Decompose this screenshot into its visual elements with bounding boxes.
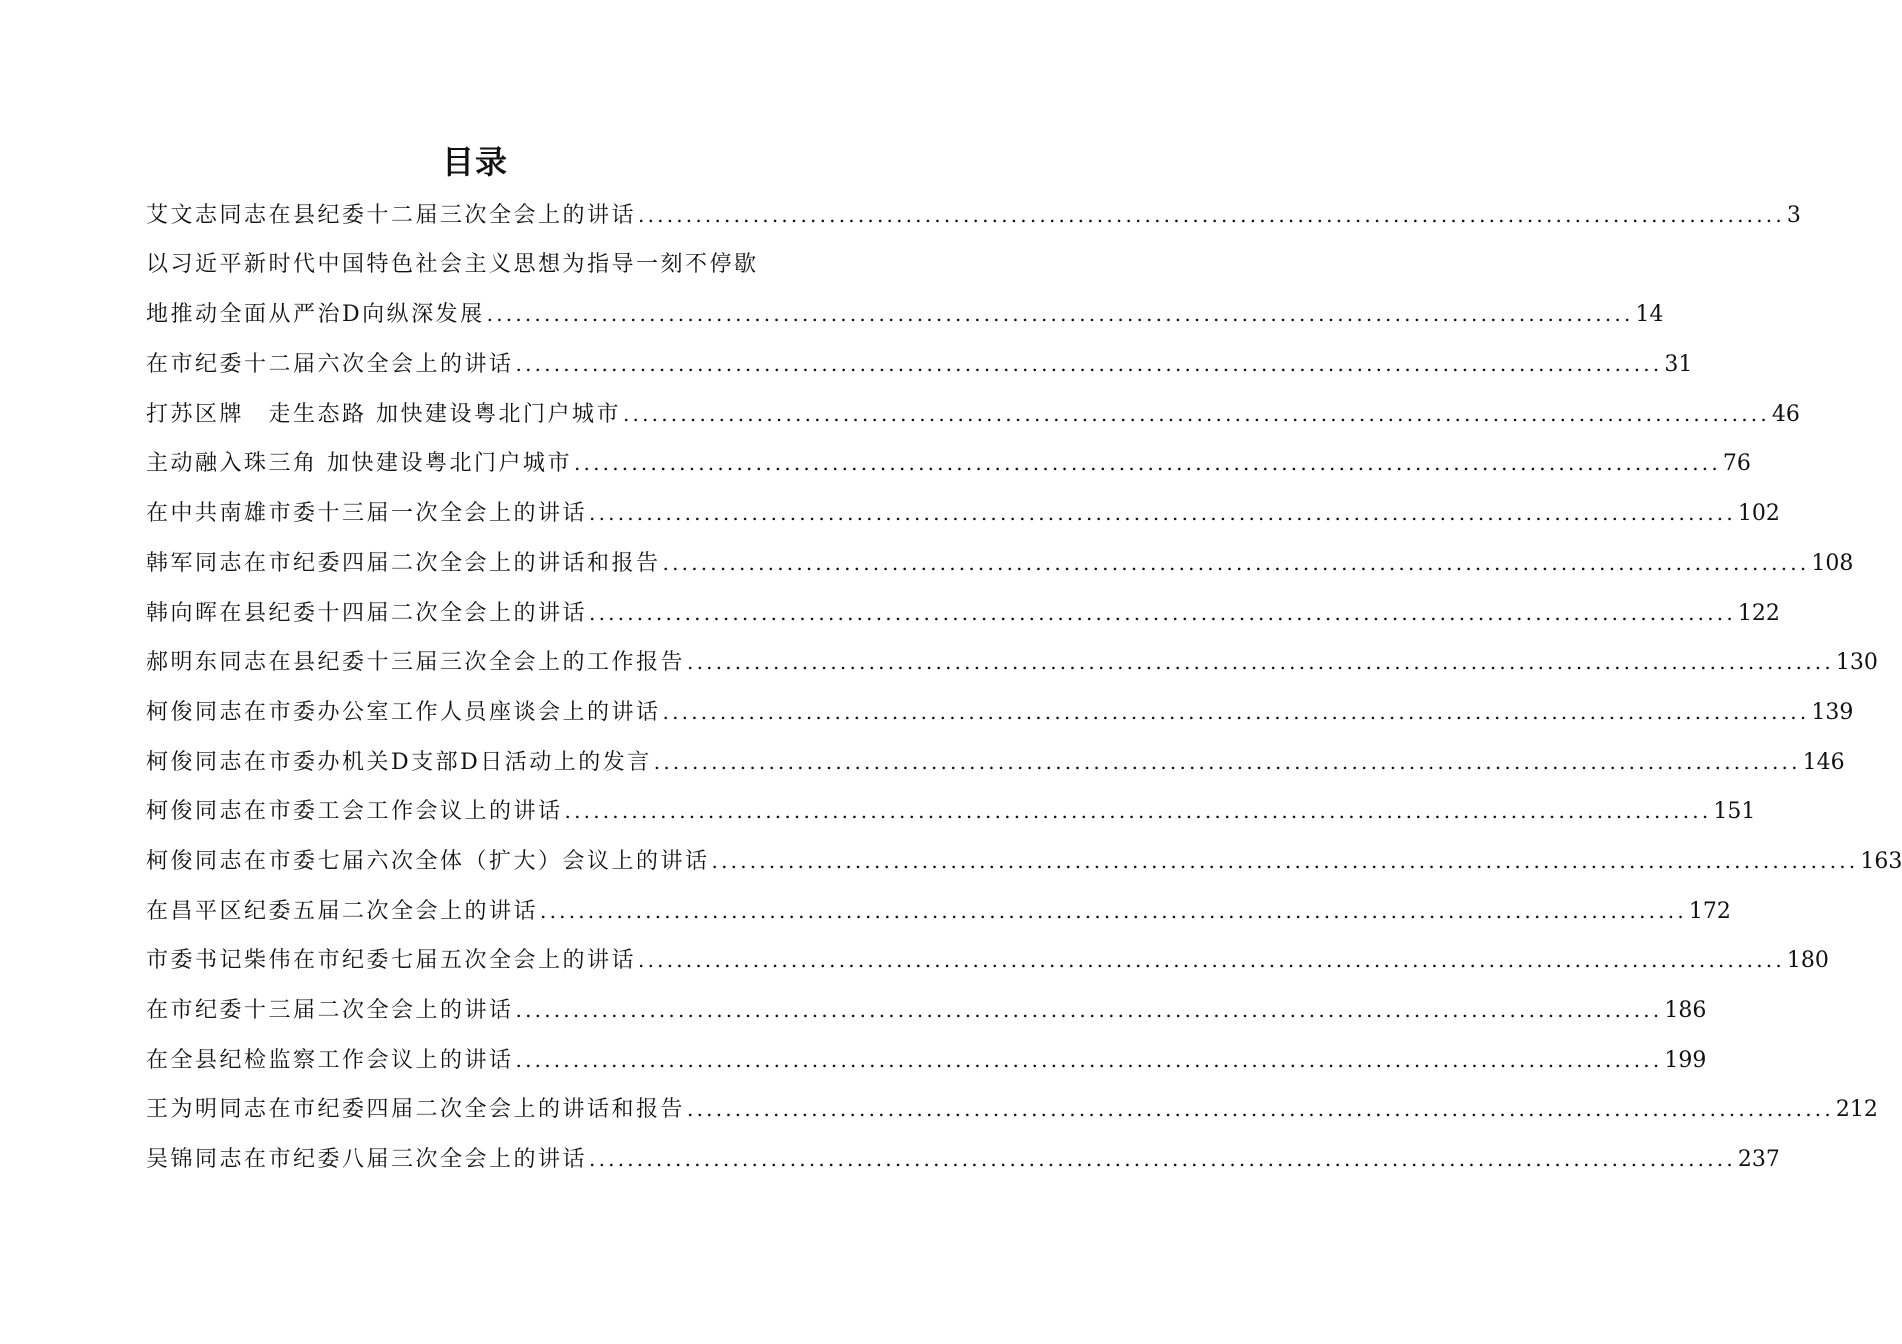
- toc-leader-dots: ........................................................................................................................: [515, 1047, 1663, 1072]
- toc-entry-title: 艾文志同志在县纪委十二届三次全会上的讲话: [146, 203, 637, 228]
- toc-entry[interactable]: [146, 195, 1801, 245]
- toc-entry[interactable]: [146, 493, 1780, 543]
- toc-leader-dots: ........................................................................................................................: [653, 749, 1801, 774]
- toc-leader-dots: ........................................................................................................................: [486, 302, 1634, 327]
- toc-entry[interactable]: [146, 791, 1756, 841]
- toc-entry-title: 柯俊同志在市委办公室工作人员座谈会上的讲话: [146, 699, 661, 725]
- toc-page-number: 172: [1688, 898, 1731, 924]
- toc-page-number: 237: [1737, 1147, 1780, 1173]
- toc-entry[interactable]: [146, 543, 1854, 593]
- toc-page-number: 163: [1860, 848, 1902, 874]
- toc-leader-dots: ........................................................................................................................: [711, 848, 1859, 873]
- toc-entry[interactable]: [146, 344, 1693, 394]
- toc-entry-title: 柯俊同志在市委七届六次全体（扩大）会议上的讲话: [146, 848, 710, 874]
- toc-page-number: 139: [1811, 699, 1854, 725]
- toc-page-number: 186: [1664, 998, 1707, 1023]
- toc-entry[interactable]: [146, 990, 1707, 1040]
- toc-page-number: 102: [1737, 501, 1780, 527]
- toc-leader-dots: ........................................................................................................................: [574, 451, 1721, 476]
- toc-leader-dots: ........................................................................................................................: [589, 600, 1736, 625]
- toc-page-number: 212: [1835, 1097, 1878, 1123]
- toc-page-number: 130: [1835, 650, 1878, 676]
- toc-leader-dots: ........................................................................................................................: [623, 401, 1770, 426]
- toc-entry-title: 柯俊同志在市委办机关D支部D日活动上的发言: [146, 749, 652, 775]
- toc-page-number: 14: [1635, 302, 1664, 328]
- toc-entry-title: 在昌平区纪委五届二次全会上的讲话: [146, 898, 539, 924]
- toc-leader-dots: ........................................................................................................................: [638, 948, 1785, 973]
- toc-leader-dots: ........................................................................................................................: [540, 898, 1687, 923]
- toc-entry-title: 地推动全面从严治D向纵深发展: [146, 302, 485, 328]
- toc-leader-dots: ........................................................................................................................: [515, 352, 1663, 377]
- toc-entry-title: 在中共南雄市委十三届一次全会上的讲话: [146, 501, 588, 527]
- toc-entry-title: 王为明同志在市纪委四届二次全会上的讲话和报告: [146, 1097, 686, 1123]
- toc-leader-dots: ........................................................................................................................: [589, 501, 1736, 526]
- toc-entry-title: 吴锦同志在市纪委八届三次全会上的讲话: [146, 1147, 588, 1173]
- toc-entry[interactable]: [146, 1040, 1707, 1090]
- toc-page-number: 76: [1722, 451, 1751, 477]
- toc-leader-dots: ........................................................................................................................: [564, 799, 1712, 824]
- toc-entry[interactable]: [146, 642, 1878, 692]
- toc-leader-dots: ........................................................................................................................: [662, 699, 1810, 724]
- toc-entry[interactable]: [146, 841, 1902, 891]
- toc-entry[interactable]: [146, 742, 1845, 792]
- toc-page-number: 146: [1802, 749, 1845, 775]
- toc-leader-dots: ........................................................................................................................: [638, 203, 1785, 227]
- toc-entry-title: 在全县纪检监察工作会议上的讲话: [146, 1047, 514, 1073]
- toc-leader-dots: ........................................................................................................................: [687, 1097, 1834, 1122]
- toc-entry[interactable]: [146, 1139, 1780, 1189]
- toc-page-number: 31: [1664, 352, 1693, 378]
- toc-title: 目录: [441, 143, 508, 181]
- toc-entry-title: 在市纪委十二届六次全会上的讲话: [146, 352, 514, 378]
- toc-leader-dots: ........................................................................................................................: [589, 1147, 1736, 1172]
- toc-page-number: 180: [1786, 948, 1829, 974]
- toc-leader-dots: ........................................................................................................................: [662, 550, 1810, 575]
- toc-entry[interactable]: [146, 940, 1829, 990]
- toc-entry-title: 在市纪委十三届二次全会上的讲话: [146, 998, 514, 1023]
- toc-entry[interactable]: [146, 245, 806, 295]
- toc-entry[interactable]: [146, 891, 1731, 941]
- toc-entry-title: 打苏区牌 走生态路 加快建设粤北门户城市: [146, 401, 621, 427]
- toc-entry-title: 市委书记柴伟在市纪委七届五次全会上的讲话: [146, 948, 637, 974]
- toc-entry-title: 柯俊同志在市委工会工作会议上的讲话: [146, 799, 563, 825]
- toc-page-number: 108: [1811, 550, 1854, 576]
- toc-entry[interactable]: [146, 394, 1800, 444]
- toc-page-number: 199: [1664, 1047, 1707, 1073]
- toc-entry-title: 韩军同志在市纪委四届二次全会上的讲话和报告: [146, 550, 661, 576]
- toc-entry-title: 以习近平新时代中国特色社会主义思想为指导一刻不停歇: [146, 251, 759, 277]
- toc-entry[interactable]: [146, 1089, 1878, 1139]
- toc-entry-title: 主动融入珠三角 加快建设粤北门户城市: [146, 451, 572, 477]
- toc-entry[interactable]: [146, 443, 1751, 493]
- toc-page-number: 46: [1771, 401, 1800, 427]
- toc-entry-title: 郝明东同志在县纪委十三届三次全会上的工作报告: [146, 650, 686, 676]
- toc-entry-title: 韩向晖在县纪委十四届二次全会上的讲话: [146, 600, 588, 626]
- toc-leader-dots: ........................................................................................................................: [515, 998, 1663, 1022]
- toc-entry[interactable]: [146, 593, 1780, 643]
- toc-list: [146, 195, 1902, 1189]
- toc-entry[interactable]: [146, 294, 1664, 344]
- toc-page-number: 3: [1786, 203, 1801, 228]
- toc-page-number: 151: [1713, 799, 1756, 825]
- toc-page-number: 122: [1737, 600, 1780, 626]
- toc-entry[interactable]: [146, 692, 1854, 742]
- toc-leader-dots: ........................................................................................................................: [687, 650, 1834, 675]
